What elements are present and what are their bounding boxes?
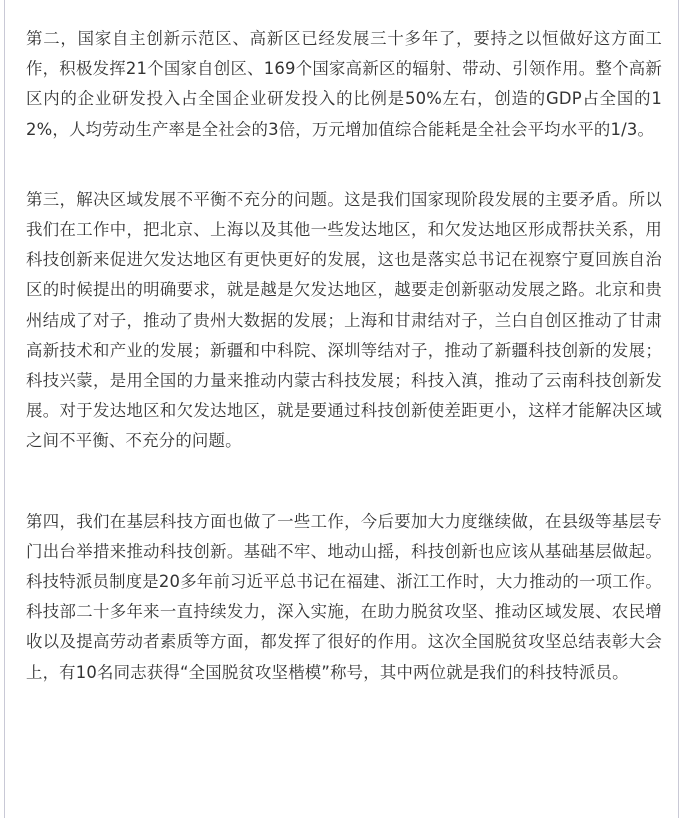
paragraph-spacer — [26, 457, 662, 507]
paragraph-second: 第二，国家自主创新示范区、高新区已经发展三十多年了，要持之以恒做好这方面工作，积极发挥21个国家自创区、169个国家高新区的辐射、带动、引领作用。整个高新区内的企业研发投入占全国企业研发投入的比例是50%左右，创造的GDP占全国的12%，人均劳动生产率是全社会的3倍，万元增加值综合能耗是全社会平均水平的1/3。 — [26, 29, 662, 139]
article-body — [26, 24, 662, 688]
paragraph-spacer — [26, 145, 662, 185]
paragraph-fourth: 第四，我们在基层科技方面也做了一些工作，今后要加大力度继续做，在县级等基层专门出台举措来推动科技创新。基础不牢、地动山摇，科技创新也应该从基础基层做起。科技特派员制度是20多年前习近平总书记在福建、浙江工作时，大力推动的一项工作。科技部二十多年来一直持续发力，深入实施，在助力脱贫攻坚、推动区域发展、农民增收以及提高劳动者素质等方面，都发挥了很好的作用。这次全国脱贫攻坚总结表彰大会上，有10名同志获得“全国脱贫攻坚楷模”称号，其中两位就是我们的科技特派员。 — [26, 511, 662, 682]
paragraph-third: 第三，解决区域发展不平衡不充分的问题。这是我们国家现阶段发展的主要矛盾。所以我们在工作中，把北京、上海以及其他一些发达地区，和欠发达地区形成帮扶关系，用科技创新来促进欠发达地区有更快更好的发展，这也是落实总书记在视察宁夏回族自治区的时候提出的明确要求，就是越是欠发达地区，越要走创新驱动发展之路。北京和贵州结成了对子，推动了贵州大数据的发展；上海和甘肃结对子，兰白自创区推动了甘肃高新技术和产业的发展；新疆和中科院、深圳等结对子，推动了新疆科技创新的发展；科技兴蒙，是用全国的力量来推动内蒙古科技发展；科技入滇，推动了云南科技创新发展。对于发达地区和欠发达地区，就是要通过科技创新使差距更小，这样才能解决区域之间不平衡、不充分的问题。 — [26, 189, 662, 451]
